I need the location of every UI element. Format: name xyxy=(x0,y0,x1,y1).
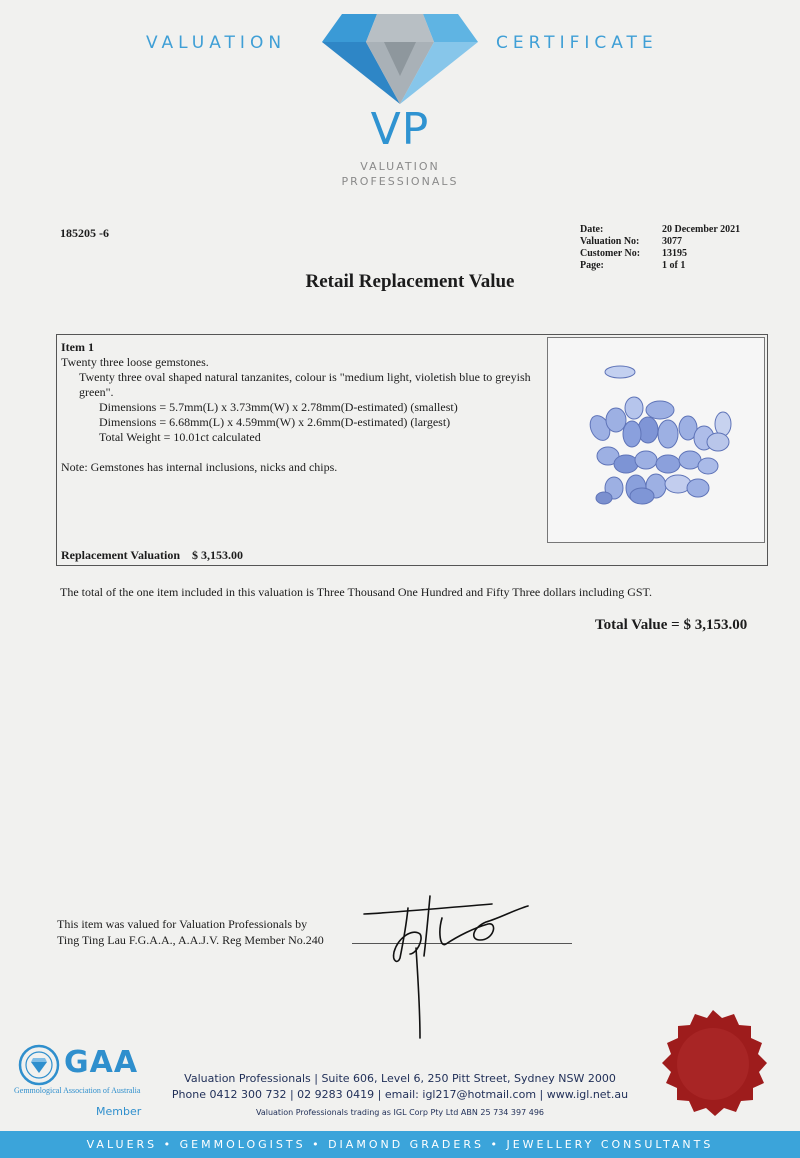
meta-label: Customer No: xyxy=(580,248,641,259)
footer-services-band: VALUERS • GEMMOLOGISTS • DIAMOND GRADERS • JEWELLERY CONSULTANTS xyxy=(0,1131,800,1158)
gaa-abbreviation: GAA xyxy=(64,1045,139,1080)
gaa-member-label: Member xyxy=(96,1105,142,1118)
gaa-emblem-icon xyxy=(18,1044,60,1086)
meta-value: 1 of 1 xyxy=(662,260,686,271)
item-dimensions-smallest: Dimensions = 5.7mm(L) x 3.73mm(W) x 2.78mm(D-estimated) (smallest) xyxy=(99,400,458,414)
gemstone-photo xyxy=(547,337,765,543)
footer-contact: Phone 0412 300 732 | 02 9283 0419 | email: igl217@hotmail.com | www.igl.net.au xyxy=(171,1088,629,1101)
meta-row-date xyxy=(580,224,740,236)
header-certificate-word: CERTIFICATE xyxy=(496,33,658,53)
meta-label: Valuation No: xyxy=(580,236,640,247)
valuer-statement xyxy=(57,916,324,948)
logo-subtitle-line1: VALUATION xyxy=(360,160,440,173)
meta-value: 3077 xyxy=(662,236,682,247)
item-heading: Item 1 xyxy=(61,340,94,354)
gaa-full-name: Gemmological Association of Australia xyxy=(14,1086,141,1095)
replacement-valuation xyxy=(61,548,255,563)
replacement-label: Replacement Valuation xyxy=(61,548,181,562)
tanzanite-gems-image xyxy=(548,338,764,542)
total-value: Total Value = $ 3,153.00 xyxy=(595,617,748,633)
meta-label: Page: xyxy=(580,260,604,271)
item-summary: Twenty three loose gemstones. xyxy=(61,355,209,369)
meta-value: 20 December 2021 xyxy=(662,224,741,235)
item-note: Note: Gemstones has internal inclusions, nicks and chips. xyxy=(61,460,338,474)
valuer-line1: This item was valued for Valuation Professionals by xyxy=(57,917,308,931)
item-total-weight: Total Weight = 10.01ct calculated xyxy=(99,430,261,444)
meta-row-valuation-no xyxy=(580,236,740,248)
meta-row-customer-no xyxy=(580,248,740,260)
valuer-line2: Ting Ting Lau F.G.A.A., A.A.J.V. Reg Member No.240 xyxy=(57,933,324,947)
item-description-block xyxy=(61,340,541,475)
reference-number: 185205 -6 xyxy=(60,226,109,240)
meta-block xyxy=(580,224,740,272)
item-dimensions-largest: Dimensions = 6.68mm(L) x 4.59mm(W) x 2.6mm(D-estimated) (largest) xyxy=(99,415,451,429)
red-seal-icon xyxy=(654,1008,772,1124)
logo-subtitle-line2: PROFESSIONALS xyxy=(341,175,459,188)
logo-letters: VP xyxy=(370,104,430,155)
replacement-value: $ 3,153.00 xyxy=(192,548,244,562)
footer-trading: Valuation Professionals trading as IGL Corp Pty Ltd ABN 25 734 397 496 xyxy=(255,1108,545,1117)
meta-label: Date: xyxy=(580,224,604,235)
handwritten-signature xyxy=(362,888,532,1048)
document-title: Retail Replacement Value xyxy=(305,271,515,292)
item-description: Twenty three oval shaped natural tanzanites, colour is "medium light, violetish blue to greyish green". xyxy=(79,370,531,399)
total-statement: The total of the one item included in this valuation is Three Thousand One Hundred and Fifty Three dollars including GST. xyxy=(60,585,652,599)
diamond-logo-icon xyxy=(322,14,478,106)
header-valuation-word: VALUATION xyxy=(146,33,287,53)
meta-value: 13195 xyxy=(662,248,687,259)
footer-address: Valuation Professionals | Suite 606, Level 6, 250 Pitt Street, Sydney NSW 2000 xyxy=(184,1072,616,1085)
